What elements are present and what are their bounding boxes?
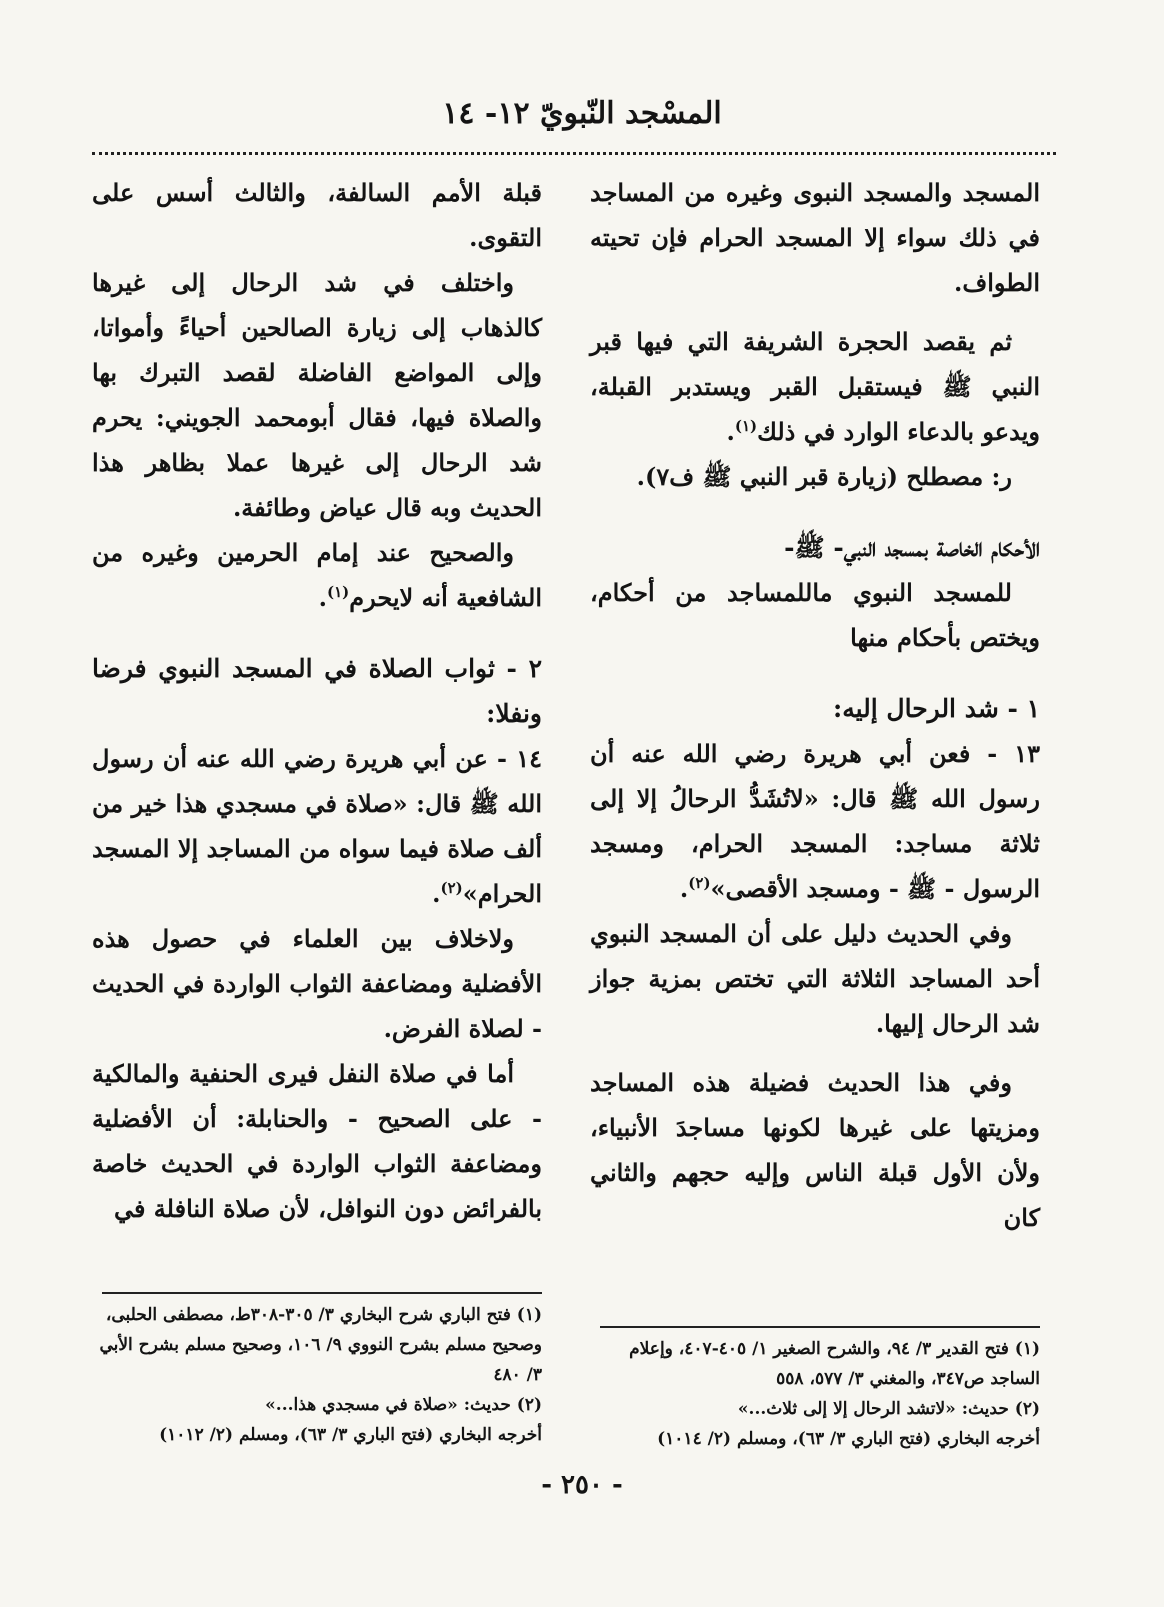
right-column [590,170,1040,1240]
paragraph-text: ثم يقصد الحجرة الشريفة التي فيها قبر النبي ﷺ فيستقبل القبر ويستدبر القبلة، ويدعو بالدعاء الوارد في ذلك [590,327,1040,446]
paragraph-end: . [318,583,327,612]
paragraph-text: والصحيح عند إمام الحرمين وغيره من الشافعية أنه لايحرم [92,538,542,612]
footnote-ref: (٢) [440,879,463,897]
paragraph: وفي هذا الحديث فضيلة هذه المساجد ومزيتها على غيرها لكونها مساجدَ الأنبياء، ولأن الأول قبلة الناس وإليه حجهم والثاني كان [590,1068,1040,1232]
footnote-ref: (١) [734,417,758,435]
paragraph-end: . [432,879,441,908]
paragraph-end: . [679,874,689,903]
footnote: (١) فتح الباري شرح البخاري ٣/ ٣٠٥-٣٠٨ط، مصطفى الحلبى، وصحيح مسلم بشرح النووي ٩/ ١٠٦، وصحيح مسلم بشرح الأبي ٣/ ٤٨٠ [99,1305,542,1385]
section-heading: ٢ - ثواب الصلاة في المسجد النبوي فرضا ونفلا: [92,654,542,728]
paragraph: واختلف في شد الرحال إلى غيرها كالذهاب إلى زيارة الصالحين أحياءً وأمواتا، وإلى المواضع الفاضلة لقصد التبرك بها والصلاة فيها، فقال أبومحمد الجويني: يحرم شد الرحال إلى غيرها عملا بظاهر هذا الحديث وبه قال عياض وطائفة. [92,268,542,522]
paragraph [590,319,1040,454]
paragraph [590,731,1040,911]
paragraph: قبلة الأمم السالفة، والثالث أسس على التقوى. [92,178,542,252]
section-heading: الأحكام الخاصة بمسجد النبي- ﷺ- [784,533,1040,562]
footnote-divider [600,1326,1040,1328]
footnote-divider [102,1292,542,1294]
paragraph: ولاخلاف بين العلماء في حصول هذه الأفضلية ومضاعفة الثواب الواردة في الحديث - لصلاة الفرض. [92,924,542,1043]
footnote-ref: (٢) [688,874,711,892]
page-title: المسْجد النّبويّ ١٢- ١٤ [442,96,722,131]
paragraph-text: ١٤ - عن أبي هريرة رضي الله عنه أن رسول الله ﷺ قال: «صلاة في مسجدي هذا خير من ألف صلاة فيما سواه من المساجد إلا المسجد الحرام» [92,744,542,908]
paragraph: المسجد والمسجد النبوى وغيره من المساجد في ذلك سواء إلا المسجد الحرام فإن تحيته الطواف. [590,178,1040,297]
section-heading: ١ - شد الرحال إليه: [832,694,1040,723]
footnotes-right [590,1326,1040,1454]
paragraph-text: ١٣ - فعن أبي هريرة رضي الله عنه أن رسول الله ﷺ قال: «لاتُشَدُّ الرحالُ إلا إلى ثلاثة مساجد: المسجد الحرام، ومسجد الرسول - ﷺ - ومسجد الأقصى» [590,739,1040,903]
footnotes-left [92,1292,542,1450]
footnote-source: أخرجه البخاري (فتح الباري ٣/ ٦٣)، ومسلم (٢/ ١٠١٤) [657,1429,1040,1449]
footnote-ref: (١) [326,583,350,601]
paragraph: أما في صلاة النفل فيرى الحنفية والمالكية - على الصحيح - والحنابلة: أن الأفضلية ومضاعفة الثواب الواردة في الحديث خاصة بالفرائض دون النوافل، لأن صلاة النافلة في [92,1059,542,1223]
paragraph [92,736,542,916]
footnote: (٢) حديث: «لاتشد الرحال إلا إلى ثلاث...» [737,1399,1040,1419]
footnote-source: أخرجه البخاري (فتح الباري ٣/ ٦٣)، ومسلم (٢/ ١٠١٢) [159,1425,542,1445]
paragraph-end: . [726,417,735,446]
footnote: (٢) حديث: «صلاة في مسجدي هذا...» [265,1395,542,1415]
page-number: - ٢٥٠ - [541,1470,623,1500]
paragraph: للمسجد النبوي ماللمساجد من أحكام، ويختص بأحكام منها [590,578,1040,652]
footnote: (١) فتح القدير ٣/ ٩٤، والشرح الصغير ١/ ٤٠٥-٤٠٧، وإعلام الساجد ص٣٤٧، والمغني ٣/ ٥٧٧، ٥٥٨ [629,1339,1040,1389]
left-column [92,170,542,1231]
paragraph [92,530,542,620]
paragraph: وفي الحديث دليل على أن المسجد النبوي أحد المساجد الثلاثة التي تختص بمزية جواز شد الرحال إليها. [590,919,1040,1038]
header-divider [92,152,1056,155]
paragraph: ر: مصطلح (زيارة قبر النبي ﷺ ف٧). [636,462,1012,491]
